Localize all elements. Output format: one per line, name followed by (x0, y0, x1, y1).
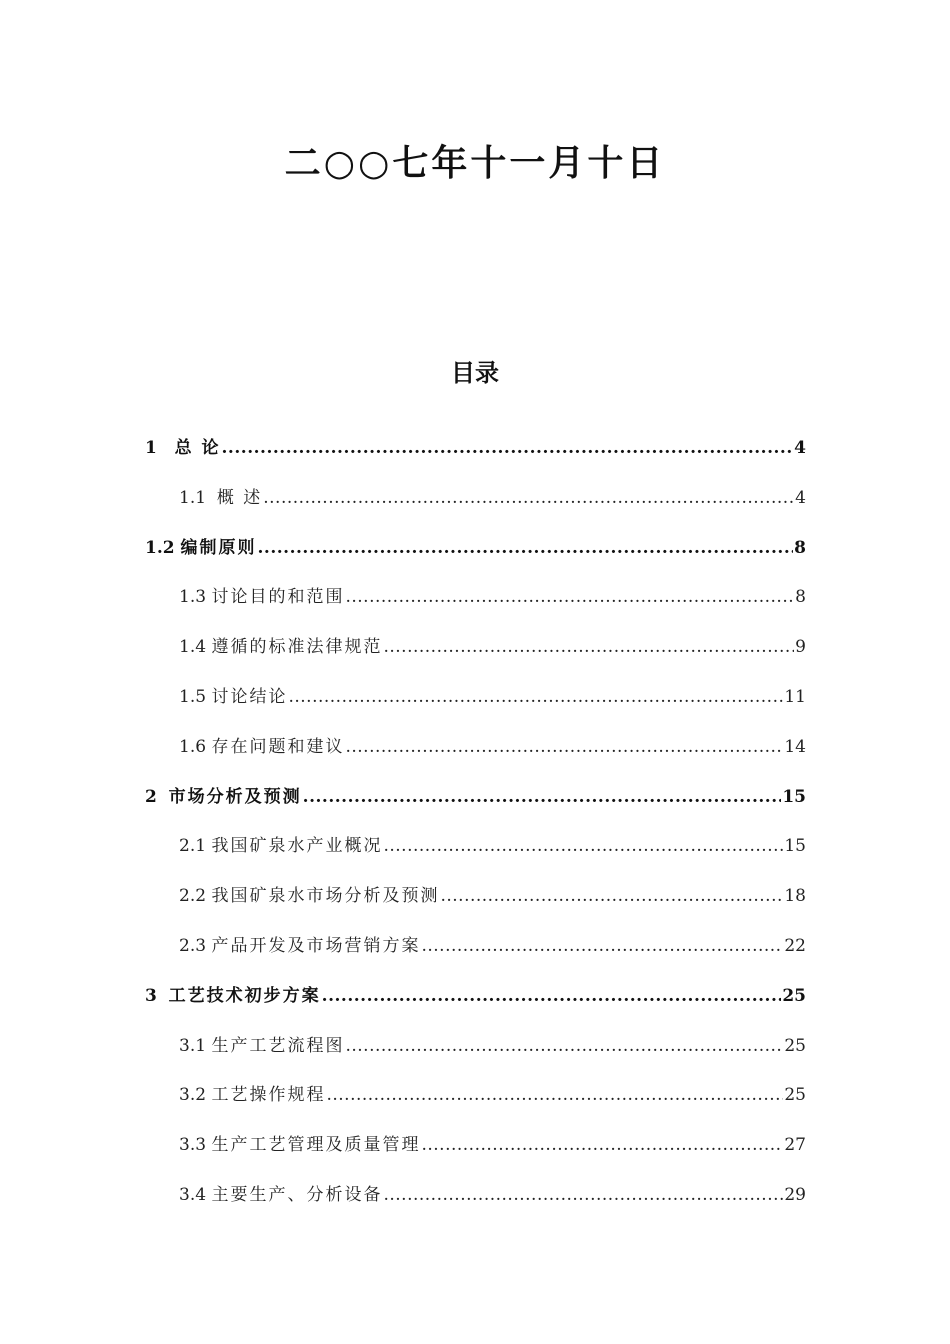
toc-entry-number: 2.1 (179, 836, 212, 857)
toc-entry-number: 1.5 (179, 686, 212, 707)
toc-entry-page: 29 (784, 1184, 806, 1205)
toc-leader-dots (421, 928, 783, 964)
toc-entry-number: 3.2 (179, 1085, 212, 1106)
toc-entry-number: 1 (145, 438, 175, 458)
toc-entry-page: 15 (782, 786, 806, 807)
toc-heading: 目录 (451, 359, 499, 387)
toc-leader-dots (258, 530, 794, 566)
toc-entry-1-4[interactable] (145, 629, 806, 679)
toc-entry-1[interactable] (145, 430, 806, 480)
toc-leader-dots (222, 430, 794, 466)
toc-entry-title: 主要生产、分析设备 (211, 1184, 383, 1205)
toc-entry-number: 3.3 (179, 1135, 212, 1156)
toc-entry-1-6[interactable] (145, 729, 806, 779)
toc-entry-title: 市场分析及预测 (168, 786, 302, 807)
table-of-contents (145, 430, 806, 1227)
toc-entry-number: 3.4 (179, 1184, 212, 1205)
toc-leader-dots (383, 1177, 783, 1213)
toc-entry-page: 4 (795, 487, 806, 508)
toc-entry-number: 1.1 (179, 487, 217, 508)
toc-entry-title: 总 论 (174, 438, 221, 458)
toc-leader-dots (440, 878, 783, 914)
toc-entry-number: 1.3 (179, 587, 212, 608)
toc-entry-2-2[interactable] (145, 878, 806, 928)
date-title: 二○○七年十一月十日 (284, 143, 666, 184)
toc-entry-title: 讨论结论 (211, 686, 288, 707)
toc-entry-title: 工艺操作规程 (211, 1085, 326, 1106)
toc-leader-dots (383, 828, 783, 864)
toc-entry-1-1[interactable] (145, 480, 806, 530)
toc-entry-2-1[interactable] (145, 828, 806, 878)
toc-leader-dots (345, 579, 794, 615)
toc-entry-2[interactable] (145, 779, 806, 829)
toc-entry-page: 9 (795, 637, 806, 658)
toc-entry-title: 生产工艺管理及质量管理 (211, 1135, 421, 1156)
toc-leader-dots (322, 978, 782, 1014)
toc-entry-number: 1.6 (179, 736, 212, 757)
toc-entry-title: 生产工艺流程图 (211, 1035, 345, 1056)
toc-entry-page: 8 (794, 537, 806, 558)
toc-entry-page: 25 (784, 1035, 806, 1056)
toc-entry-1-5[interactable] (145, 679, 806, 729)
toc-entry-title: 编制原则 (180, 537, 257, 558)
toc-entry-1-2[interactable] (145, 530, 806, 580)
toc-entry-number: 3.1 (179, 1035, 212, 1056)
toc-leader-dots (345, 729, 783, 765)
toc-entry-page: 8 (795, 587, 806, 608)
toc-leader-dots (421, 1127, 783, 1163)
toc-entry-title: 我国矿泉水产业概况 (211, 836, 383, 857)
toc-entry-page: 25 (782, 985, 806, 1006)
toc-entry-title: 概 述 (216, 487, 263, 508)
toc-entry-3-2[interactable] (145, 1077, 806, 1127)
toc-leader-dots (383, 629, 794, 665)
toc-entry-3-3[interactable] (145, 1127, 806, 1177)
toc-entry-title: 遵循的标准法律规范 (211, 637, 383, 658)
toc-leader-dots (326, 1077, 783, 1113)
toc-entry-page: 15 (784, 836, 806, 857)
toc-leader-dots (263, 480, 794, 516)
toc-entry-page: 22 (784, 935, 806, 956)
toc-entry-title: 产品开发及市场营销方案 (211, 935, 421, 956)
toc-entry-page: 18 (784, 886, 806, 907)
toc-entry-3-4[interactable] (145, 1177, 806, 1227)
toc-entry-page: 25 (784, 1085, 806, 1106)
toc-entry-3[interactable] (145, 978, 806, 1028)
toc-entry-number: 2 (145, 786, 169, 807)
toc-leader-dots (345, 1028, 783, 1064)
toc-entry-page: 4 (794, 438, 806, 458)
toc-entry-1-3[interactable] (145, 579, 806, 629)
toc-leader-dots (303, 779, 782, 815)
toc-entry-number: 1.2 (145, 537, 181, 558)
toc-entry-number: 2.3 (179, 935, 212, 956)
toc-entry-page: 11 (784, 686, 806, 707)
toc-entry-page: 14 (784, 736, 806, 757)
toc-leader-dots (288, 679, 783, 715)
toc-entry-page: 27 (784, 1135, 806, 1156)
toc-entry-title: 讨论目的和范围 (211, 587, 345, 608)
toc-entry-number: 2.2 (179, 886, 212, 907)
toc-entry-title: 存在问题和建议 (211, 736, 345, 757)
toc-entry-3-1[interactable] (145, 1028, 806, 1078)
toc-entry-title: 工艺技术初步方案 (168, 985, 321, 1006)
toc-entry-number: 1.4 (179, 637, 212, 658)
toc-entry-title: 我国矿泉水市场分析及预测 (211, 886, 440, 907)
toc-entry-2-3[interactable] (145, 928, 806, 978)
toc-entry-number: 3 (145, 985, 169, 1006)
